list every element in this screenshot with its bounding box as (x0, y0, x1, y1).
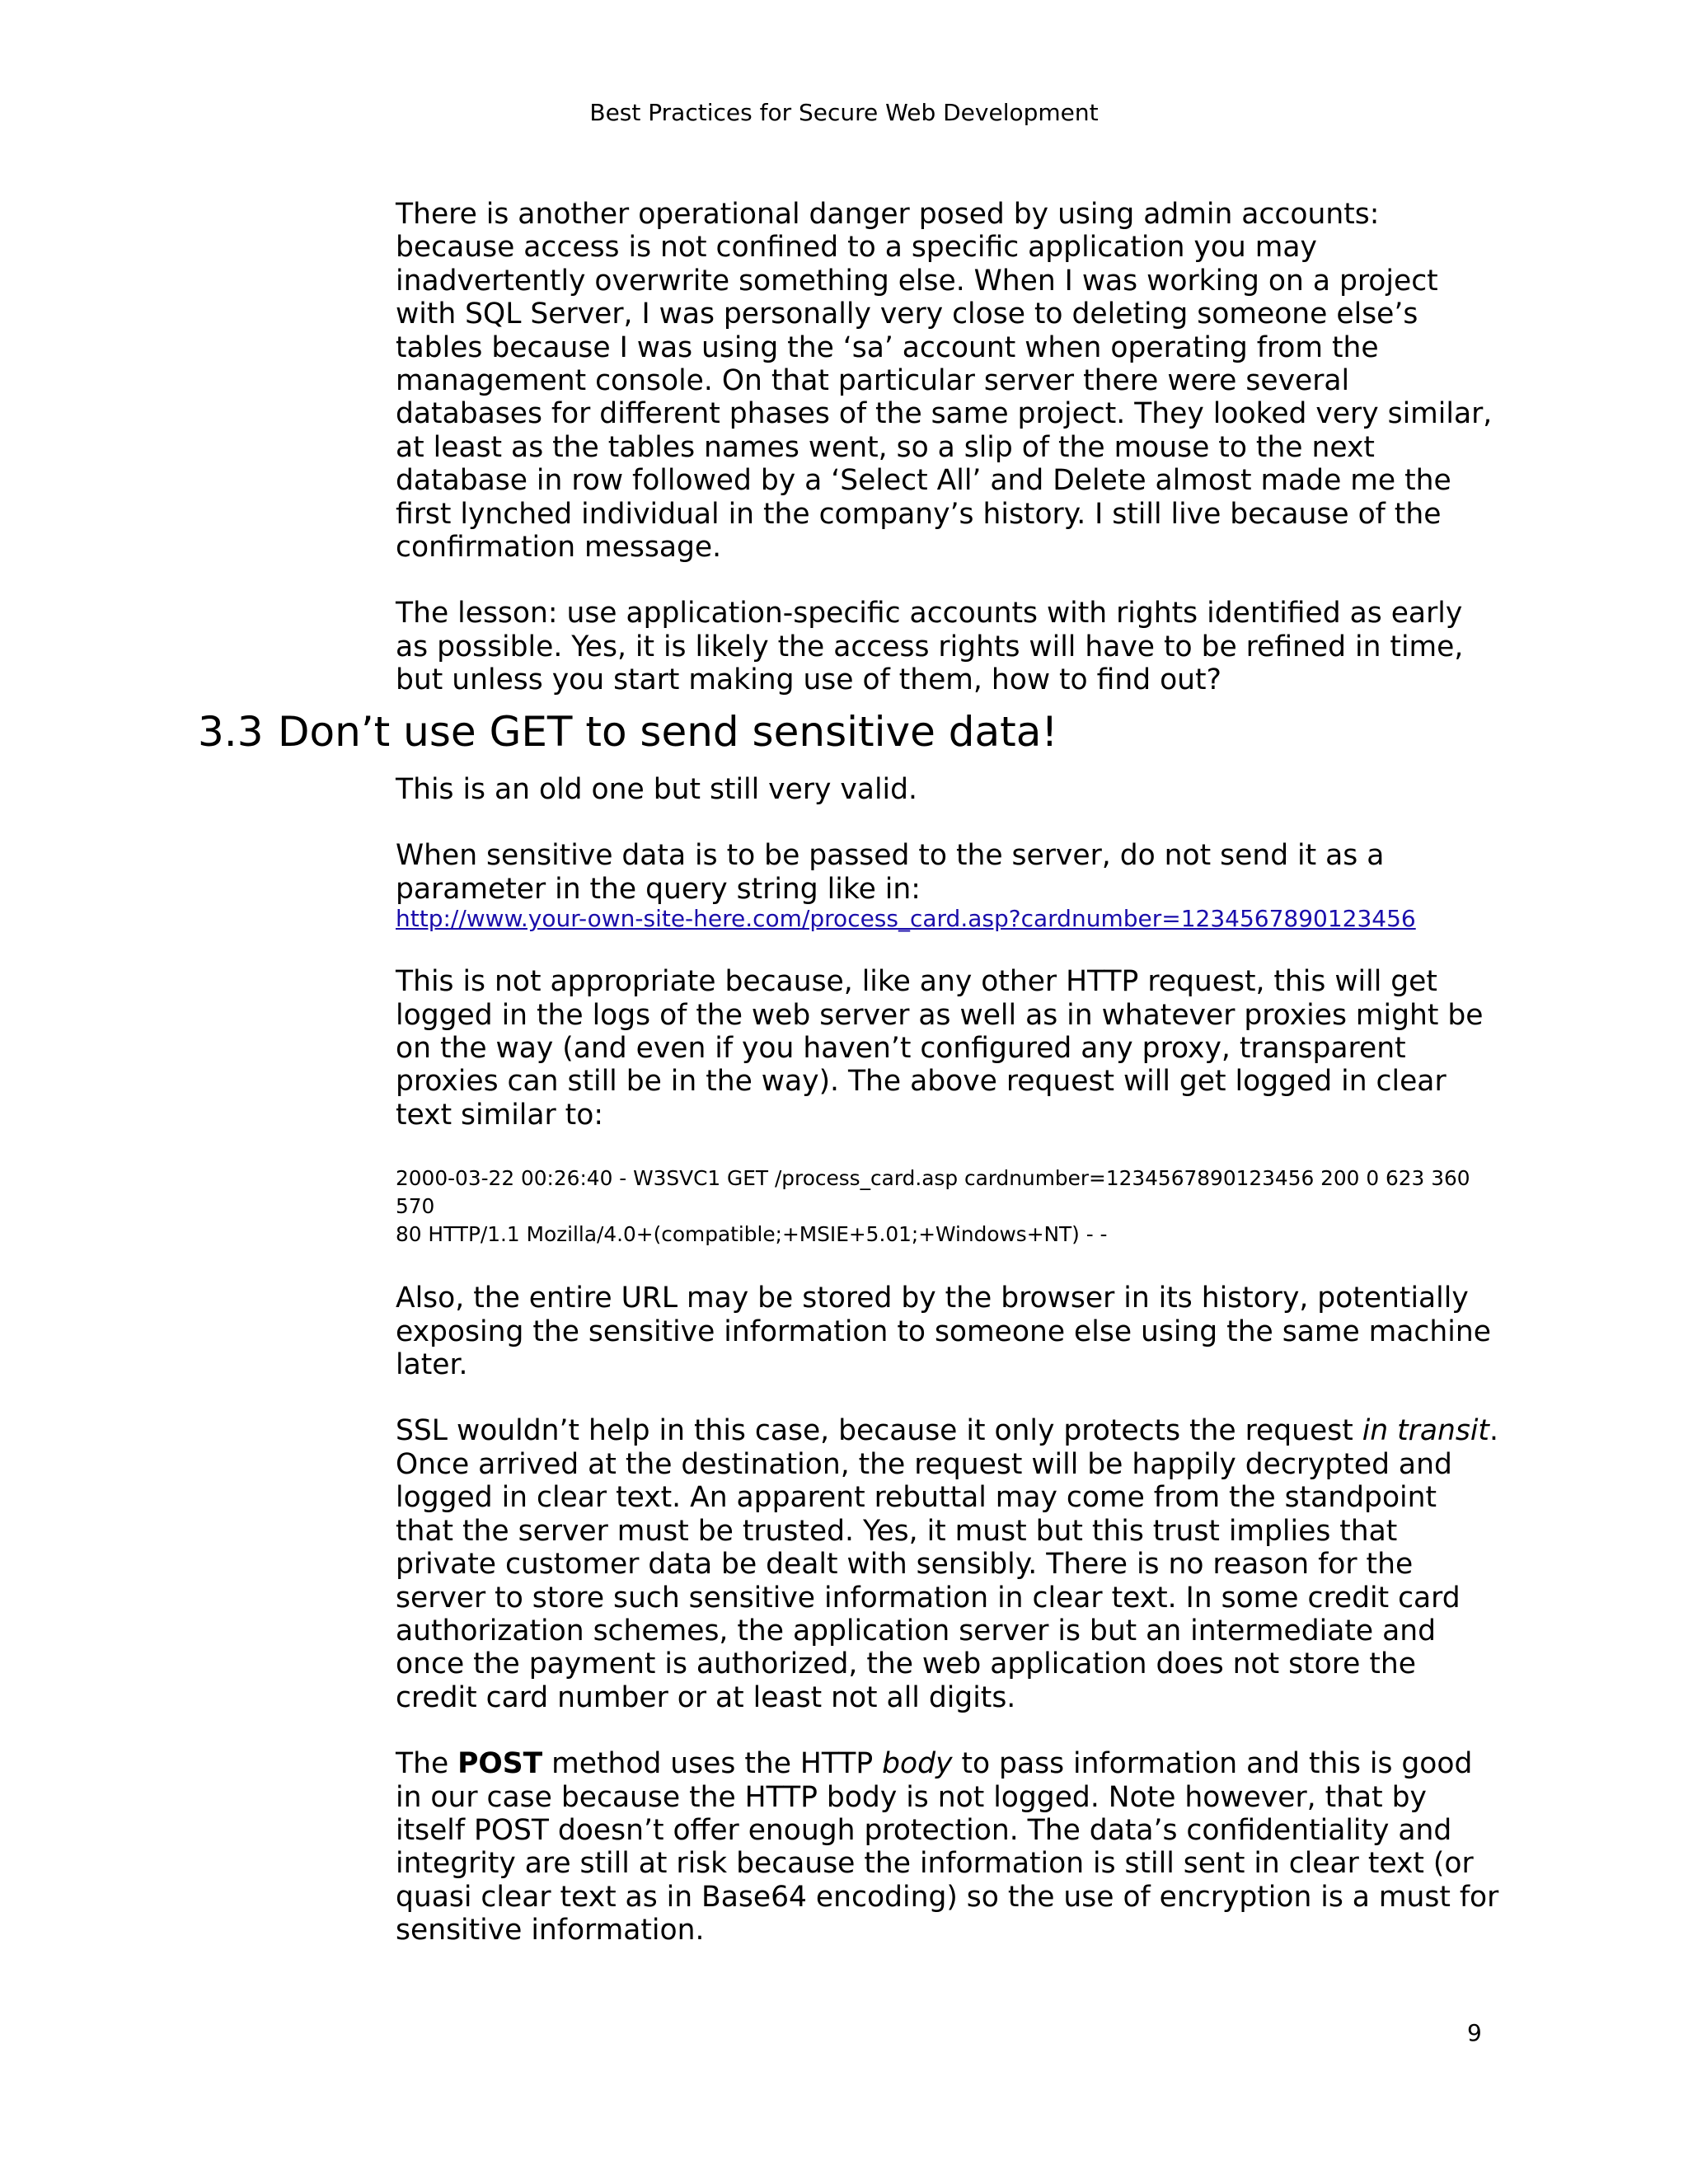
section-title: Don’t use GET to send sensitive data! (278, 708, 1058, 756)
section-paragraph-old-one: This is an old one but still very valid. (396, 773, 917, 806)
example-url-link[interactable]: http://www.your-own-site-here.com/process_card.asp?cardnumber=1234567890123456 (396, 905, 1416, 933)
italic-text: in transit (1362, 1414, 1489, 1448)
italic-text: body (882, 1747, 953, 1781)
section-content (396, 773, 1500, 1947)
section-heading (198, 707, 1057, 757)
section-paragraph-query-string: When sensitive data is to be passed to the server, do not send it as a parameter in the query string like in: (396, 839, 1385, 906)
running-header: Best Practices for Secure Web Development (589, 99, 1099, 126)
text-run: . Once arrived at the destination, the request will be happily decrypted and logged in clear text. An apparent rebuttal may come from the standpoint that the server must be trusted. Yes, it must but this trust implies that private customer data be dealt with sensibly. There is no reason for the server to store such sensitive information in clear text. In some credit card authorization schemes, the application server is but an intermediate and once the payment is authorized, the web application does not store the credit card number or at least not all digits. (396, 1414, 1498, 1714)
section-paragraph-logged: This is not appropriate because, like any other HTTP request, this will get logged in the logs of the web server as well as in whatever proxies might be on the way (and even if you haven’t configured any proxy, transparent proxies can still be in the way). The above request will get logged in clear text similar to: (396, 965, 1484, 1132)
text-run: SSL wouldn’t help in this case, because it only protects the request (396, 1414, 1362, 1448)
bold-text: POST (457, 1747, 543, 1781)
section-paragraph-ssl (396, 1414, 1500, 1714)
text-run: method uses the HTTP (542, 1747, 883, 1781)
text-run: The (396, 1747, 458, 1781)
log-line: 2000-03-22 00:26:40 - W3SVC1 GET /process_card.asp cardnumber=1234567890123456 200 0 623 360 570 (396, 1166, 1470, 1219)
section-paragraph-history: Also, the entire URL may be stored by the browser in its history, potentially exposing the sensitive information to someone else using the same machine later. (396, 1282, 1491, 1382)
section-number: 3.3 (198, 708, 264, 756)
log-line: 80 HTTP/1.1 Mozilla/4.0+(compatible;+MSIE+5.01;+Windows+NT) - - (396, 1222, 1108, 1247)
log-example (396, 1165, 1500, 1249)
intro-content (396, 198, 1500, 697)
page-number: 9 (1467, 2019, 1482, 2046)
text-run: to pass information and this is good in our case because the HTTP body is not logged. Note however, that by itself POST doesn’t offer enough protection. The data’s confidentiality and integrity are still at risk because the information is still sent in clear text (or quasi clear text as in Base64 encoding) so the use of encryption is a must for sensitive information. (396, 1747, 1499, 1947)
section-paragraph-post (396, 1747, 1500, 1947)
intro-paragraph-admin-danger: There is another operational danger posed by using admin accounts: because access is not confined to a specific application you may inadvertently overwrite something else. When I was working on a project with SQL Server, I was personally very close to deleting someone else’s tables because I was using the ‘sa’ account when operating from the management console. On that particular server there were several databases for different phases of the same project. They looked very similar, at least as the tables names went, so a slip of the mouse to the next database in row followed by a ‘Select All’ and Delete almost made me the first lynched individual in the company’s history. I still live because of the confirmation message. (396, 198, 1493, 565)
intro-paragraph-lesson: The lesson: use application-specific accounts with rights identified as early as possible. Yes, it is likely the access rights will have to be refined in time, but unless you start making use of them, how to find out? (396, 597, 1464, 697)
